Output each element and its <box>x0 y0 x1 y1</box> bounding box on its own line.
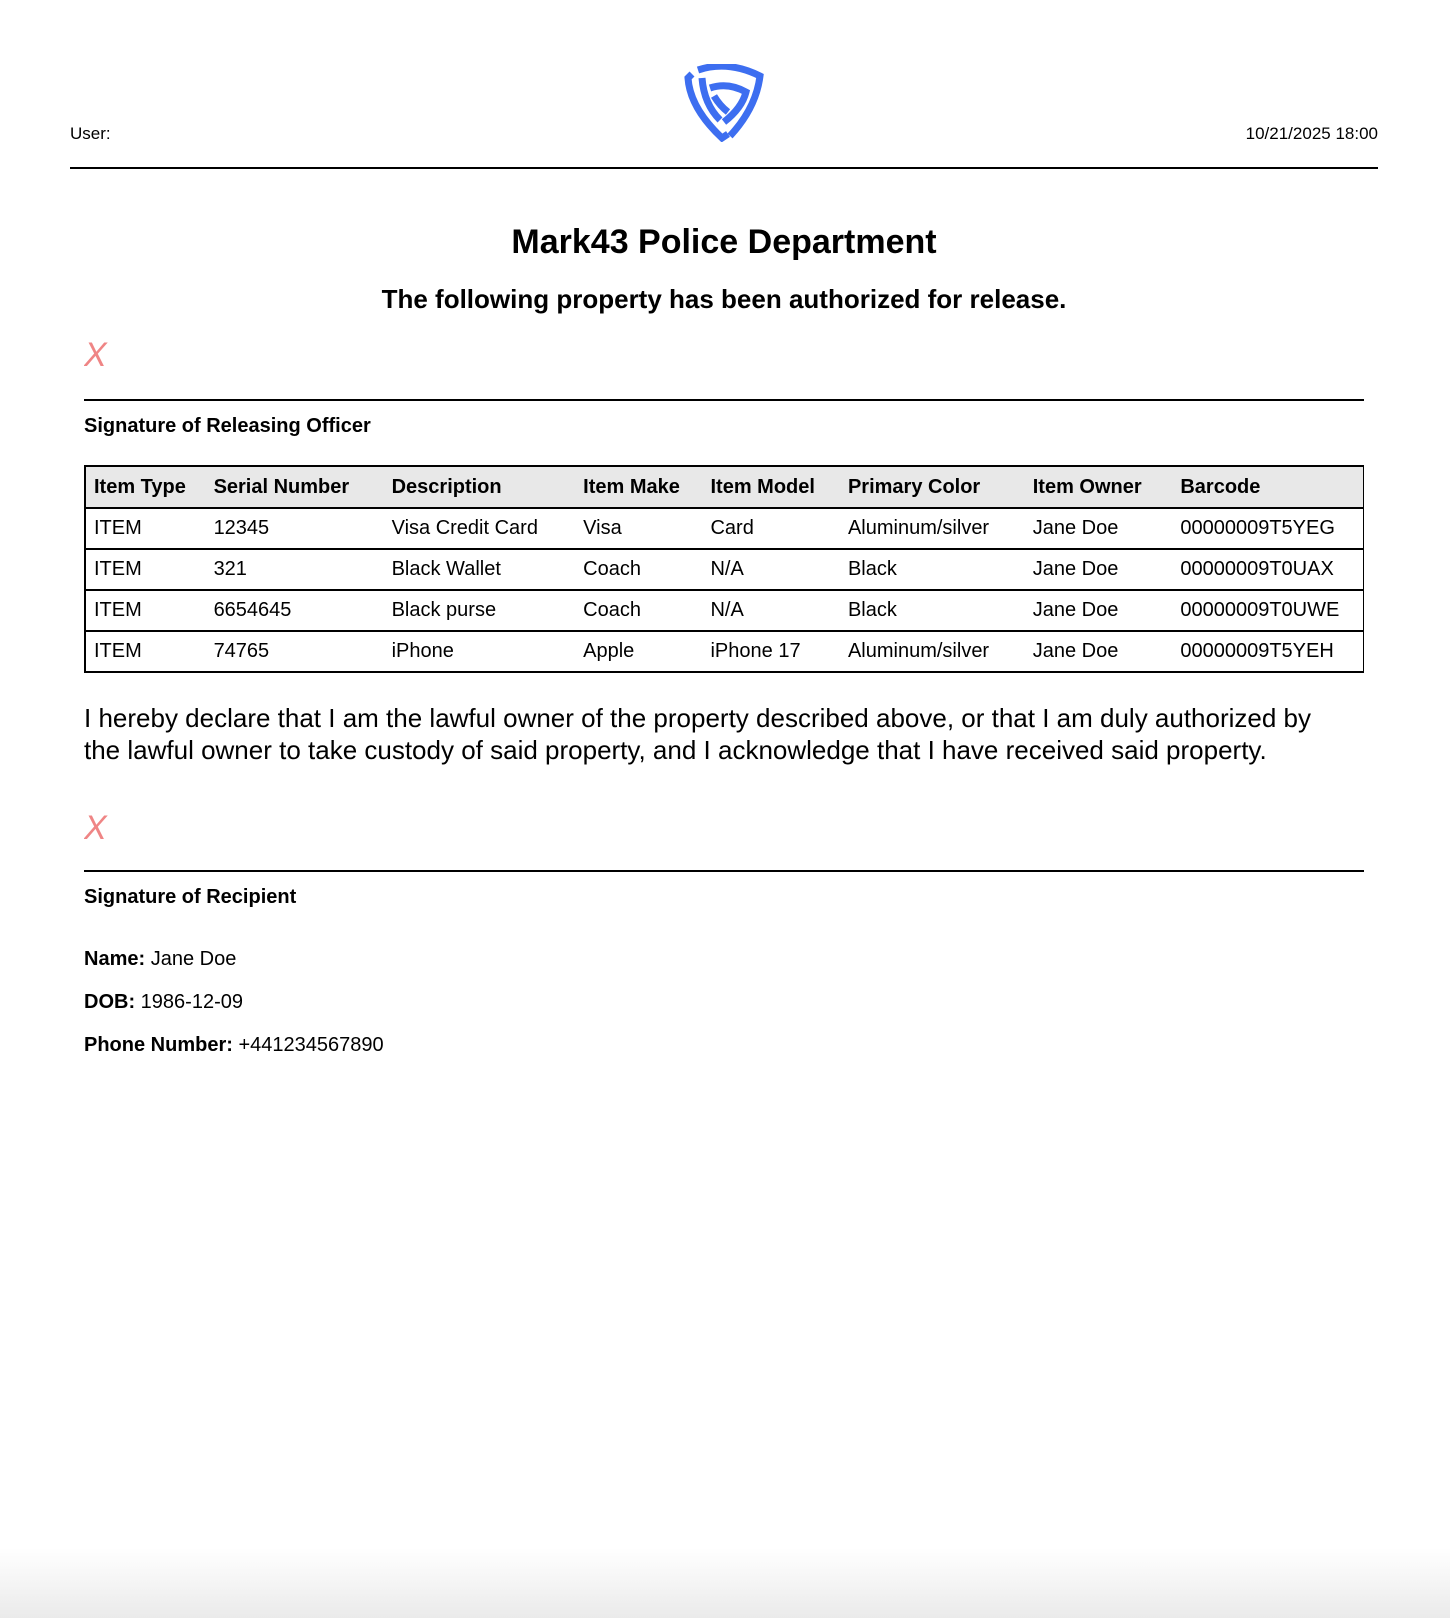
table-cell: 00000009T0UAX <box>1172 549 1364 590</box>
ownership-declaration: I hereby declare that I am the lawful owner of the property described above, or that I am duly authorized by the lawful owner to take custody of said property, and I acknowledge that I have received said property. <box>84 703 1312 765</box>
table-cell: Card <box>702 508 839 549</box>
officer-signature-mark[interactable]: X <box>84 336 107 374</box>
column-header: Serial Number <box>206 466 384 508</box>
table-row <box>85 549 1364 590</box>
officer-signature-line <box>84 399 1364 401</box>
table-cell: 74765 <box>206 631 384 672</box>
table-cell: 00000009T5YEH <box>1172 631 1364 672</box>
recipient-signature-block <box>84 808 1364 909</box>
recipient-name-label: Name: <box>84 948 146 970</box>
recipient-dob-label: DOB: <box>84 991 136 1013</box>
table-cell: Coach <box>575 590 702 631</box>
table-cell: ITEM <box>85 590 206 631</box>
table-cell: Black <box>840 590 1025 631</box>
table-cell: Black purse <box>384 590 576 631</box>
table-cell: Aluminum/silver <box>840 631 1025 672</box>
recipient-phone-label: Phone Number: <box>84 1034 233 1056</box>
recipient-signature-label: Signature of Recipient <box>84 886 297 908</box>
table-cell: Coach <box>575 549 702 590</box>
report-timestamp: 10/21/2025 18:00 <box>1245 124 1378 143</box>
column-header: Item Owner <box>1025 466 1173 508</box>
column-header: Barcode <box>1172 466 1364 508</box>
column-header: Item Make <box>575 466 702 508</box>
column-header: Item Model <box>702 466 839 508</box>
table-cell: Visa Credit Card <box>384 508 576 549</box>
table-cell: Jane Doe <box>1025 631 1173 672</box>
table-cell: Aluminum/silver <box>840 508 1025 549</box>
officer-signature-label: Signature of Releasing Officer <box>84 415 371 437</box>
table-cell: 12345 <box>206 508 384 549</box>
table-cell: N/A <box>702 590 839 631</box>
recipient-dob-line <box>84 990 1364 1014</box>
release-authorization-heading: The following property has been authorized for release. <box>381 284 1067 314</box>
table-cell: iPhone <box>384 631 576 672</box>
recipient-phone-value: +441234567890 <box>238 1034 384 1056</box>
department-title: Mark43 Police Department <box>511 223 937 261</box>
officer-signature-block <box>84 335 1364 438</box>
table-cell: ITEM <box>85 631 206 672</box>
table-cell: Jane Doe <box>1025 549 1173 590</box>
table-cell: 6654645 <box>206 590 384 631</box>
table-cell: Jane Doe <box>1025 508 1173 549</box>
table-cell: iPhone 17 <box>702 631 839 672</box>
table-cell: 00000009T0UWE <box>1172 590 1364 631</box>
user-label: User: <box>70 124 111 143</box>
table-cell: ITEM <box>85 549 206 590</box>
property-items-table <box>84 465 1364 673</box>
table-header-row <box>85 466 1364 508</box>
recipient-name-line <box>84 947 1364 971</box>
recipient-signature-line <box>84 870 1364 872</box>
table-cell: Jane Doe <box>1025 590 1173 631</box>
table-row <box>85 631 1364 672</box>
page-bottom-shadow <box>0 1548 1450 1618</box>
table-cell: ITEM <box>85 508 206 549</box>
recipient-signature-mark[interactable]: X <box>84 809 107 847</box>
table-cell: Black <box>840 549 1025 590</box>
table-row <box>85 508 1364 549</box>
table-cell: 321 <box>206 549 384 590</box>
shield-logo-icon <box>684 64 764 142</box>
table-cell: Black Wallet <box>384 549 576 590</box>
column-header: Description <box>384 466 576 508</box>
table-cell: 00000009T5YEG <box>1172 508 1364 549</box>
table-cell: N/A <box>702 549 839 590</box>
table-row <box>85 590 1364 631</box>
recipient-phone-line <box>84 1033 1364 1057</box>
document-header <box>70 0 1378 169</box>
column-header: Item Type <box>85 466 206 508</box>
document-body <box>84 167 1364 1057</box>
recipient-name-value: Jane Doe <box>150 948 237 970</box>
table-cell: Visa <box>575 508 702 549</box>
column-header: Primary Color <box>840 466 1025 508</box>
table-cell: Apple <box>575 631 702 672</box>
recipient-dob-value: 1986-12-09 <box>140 991 243 1013</box>
